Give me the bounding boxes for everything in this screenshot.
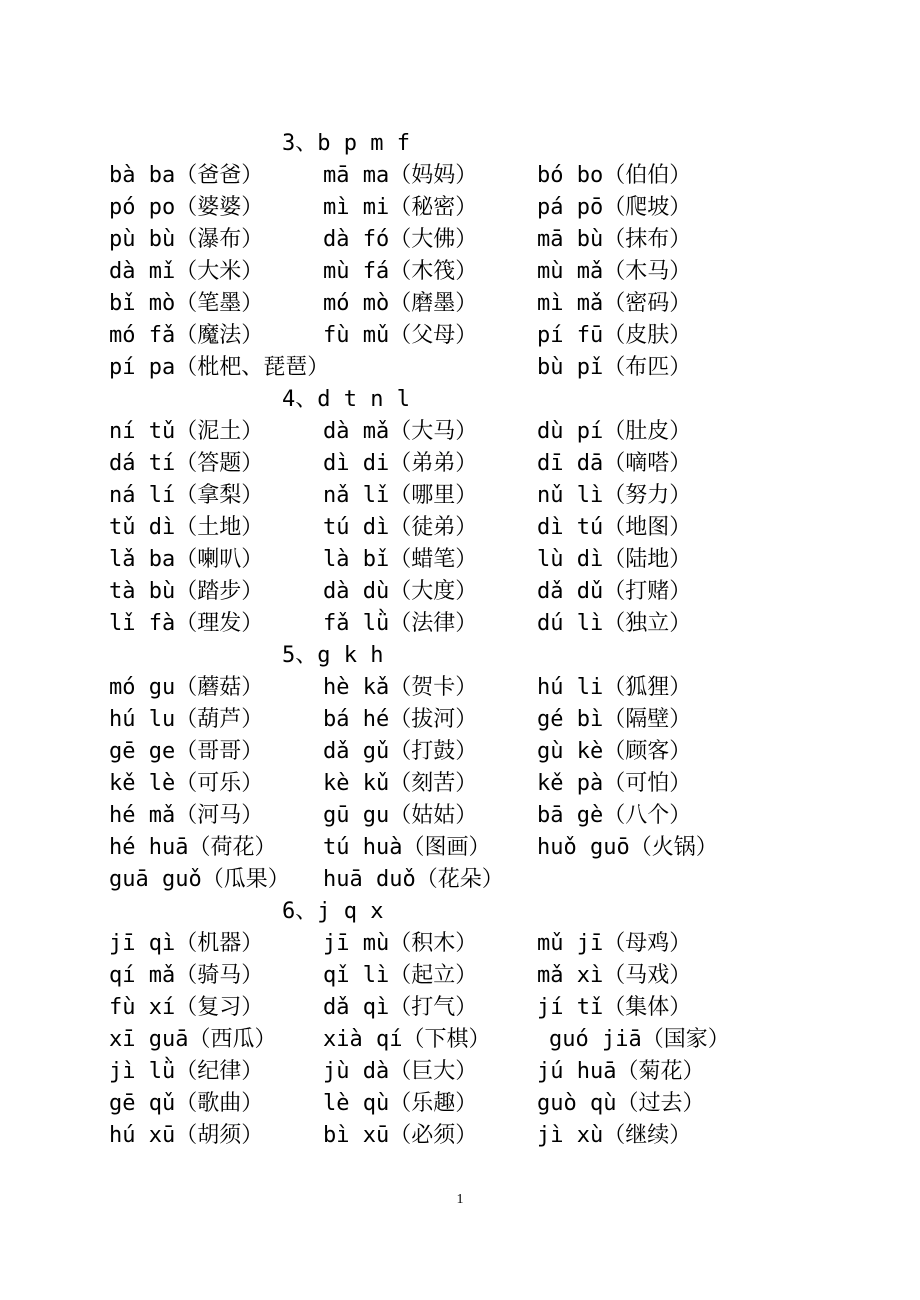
word-entry: pá pō（爬坡） bbox=[537, 195, 692, 220]
word-row bbox=[0, 416, 920, 448]
word-entry: dà dù（大度） bbox=[323, 579, 478, 604]
word-entry: gē qǔ（歌曲） bbox=[109, 1091, 264, 1116]
section-heading: 5、g k h bbox=[282, 643, 384, 668]
word-entry: xià qí（下棋） bbox=[323, 1027, 491, 1052]
word-entry: kě lè（可乐） bbox=[109, 771, 264, 796]
word-row bbox=[0, 1088, 920, 1120]
word-entry: hé mǎ（河马） bbox=[109, 803, 264, 828]
word-entry: tú huà（图画） bbox=[323, 835, 491, 860]
word-entry: mó fǎ（魔法） bbox=[109, 323, 264, 348]
pinyin-document bbox=[0, 128, 920, 1152]
word-entry: dī dā（嘀嗒） bbox=[537, 451, 692, 476]
word-entry: jī mù（积木） bbox=[323, 931, 478, 956]
word-row bbox=[0, 576, 920, 608]
word-row bbox=[0, 704, 920, 736]
word-entry: mā bù（抹布） bbox=[537, 227, 692, 252]
word-entry: lǎ ba（喇叭） bbox=[109, 547, 264, 572]
word-row bbox=[0, 992, 920, 1024]
word-row bbox=[0, 544, 920, 576]
word-row bbox=[0, 192, 920, 224]
word-entry: tǔ dì（土地） bbox=[109, 515, 264, 540]
word-entry: dà mǎ（大马） bbox=[323, 419, 478, 444]
word-row bbox=[0, 1120, 920, 1152]
word-row bbox=[0, 256, 920, 288]
word-entry: ní tǔ（泥土） bbox=[109, 419, 264, 444]
word-entry: guò qù（过去） bbox=[537, 1091, 705, 1116]
word-entry: bā gè（八个） bbox=[537, 803, 692, 828]
word-entry: là bǐ（蜡笔） bbox=[323, 547, 478, 572]
word-entry: dà mǐ（大米） bbox=[109, 259, 264, 284]
word-entry: hú xū（胡须） bbox=[109, 1123, 264, 1148]
word-entry: lù dì（陆地） bbox=[537, 547, 692, 572]
word-entry: pí pa（枇杷、琵琶） bbox=[109, 355, 330, 380]
word-entry: qǐ lì（起立） bbox=[323, 963, 478, 988]
word-entry: gé bì（隔壁） bbox=[537, 707, 692, 732]
word-entry: fù mǔ（父母） bbox=[323, 323, 478, 348]
word-entry: gē ge（哥哥） bbox=[109, 739, 264, 764]
word-row bbox=[0, 800, 920, 832]
word-row bbox=[0, 960, 920, 992]
word-entry: pù bù（瀑布） bbox=[109, 227, 264, 252]
word-entry: bá hé（拔河） bbox=[323, 707, 478, 732]
word-entry: bà ba（爸爸） bbox=[109, 163, 264, 188]
word-entry: dà fó（大佛） bbox=[323, 227, 478, 252]
word-row bbox=[0, 832, 920, 864]
word-row bbox=[0, 1024, 920, 1056]
word-entry: tú dì（徒弟） bbox=[323, 515, 478, 540]
word-entry: mì mi（秘密） bbox=[323, 195, 478, 220]
word-row bbox=[0, 736, 920, 768]
word-entry: dú lì（独立） bbox=[537, 611, 692, 636]
section-heading: 3、b p m f bbox=[282, 131, 410, 156]
word-row bbox=[0, 320, 920, 352]
word-row bbox=[0, 928, 920, 960]
word-entry: nǎ lǐ（哪里） bbox=[323, 483, 478, 508]
word-entry: fù xí（复习） bbox=[109, 995, 264, 1020]
word-entry: bó bo（伯伯） bbox=[537, 163, 692, 188]
word-row bbox=[0, 1056, 920, 1088]
word-entry: tà bù（踏步） bbox=[109, 579, 264, 604]
word-entry: qí mǎ（骑马） bbox=[109, 963, 264, 988]
word-entry: gù kè（顾客） bbox=[537, 739, 692, 764]
word-entry: jì lǜ（纪律） bbox=[109, 1059, 264, 1084]
word-entry: hú lu（葫芦） bbox=[109, 707, 264, 732]
word-entry: mā ma（妈妈） bbox=[323, 163, 478, 188]
word-entry: mù fá（木筏） bbox=[323, 259, 478, 284]
word-entry: guā guǒ（瓜果） bbox=[109, 867, 290, 892]
word-entry: hè kǎ（贺卡） bbox=[323, 675, 478, 700]
section-heading: 4、d t n l bbox=[282, 387, 410, 412]
word-entry: guó jiā（国家） bbox=[549, 1027, 730, 1052]
word-entry: huǒ guō（火锅） bbox=[537, 835, 718, 860]
word-row bbox=[0, 224, 920, 256]
word-entry: dì tú（地图） bbox=[537, 515, 692, 540]
word-row bbox=[0, 864, 920, 896]
word-entry: fǎ lǜ（法律） bbox=[323, 611, 478, 636]
word-entry: jú huā（菊花） bbox=[537, 1059, 705, 1084]
word-entry: mó mò（磨墨） bbox=[323, 291, 478, 316]
word-entry: xī guā（西瓜） bbox=[109, 1027, 277, 1052]
word-entry: mù mǎ（木马） bbox=[537, 259, 692, 284]
word-entry: bù pǐ（布匹） bbox=[537, 355, 692, 380]
word-entry: jù dà（巨大） bbox=[323, 1059, 478, 1084]
word-entry: jì xù（继续） bbox=[537, 1123, 692, 1148]
word-entry: mì mǎ（密码） bbox=[537, 291, 692, 316]
word-entry: hé huā（荷花） bbox=[109, 835, 277, 860]
section-heading: 6、j q x bbox=[282, 899, 384, 924]
word-row bbox=[0, 288, 920, 320]
word-entry: dá tí（答题） bbox=[109, 451, 264, 476]
word-row bbox=[0, 352, 920, 384]
word-row bbox=[0, 512, 920, 544]
word-entry: dù pí（肚皮） bbox=[537, 419, 692, 444]
word-entry: jī qì（机器） bbox=[109, 931, 264, 956]
word-entry: gū gu（姑姑） bbox=[323, 803, 478, 828]
word-entry: bǐ mò（笔墨） bbox=[109, 291, 264, 316]
word-entry: dǎ gǔ（打鼓） bbox=[323, 739, 478, 764]
word-row bbox=[0, 672, 920, 704]
word-entry: dǎ qì（打气） bbox=[323, 995, 478, 1020]
word-entry: lè qù（乐趣） bbox=[323, 1091, 478, 1116]
word-row bbox=[0, 608, 920, 640]
word-entry: mǔ jī（母鸡） bbox=[537, 931, 692, 956]
word-entry: dì di（弟弟） bbox=[323, 451, 478, 476]
word-entry: bì xū（必须） bbox=[323, 1123, 478, 1148]
word-entry: dǎ dǔ（打赌） bbox=[537, 579, 692, 604]
word-entry: ná lí（拿梨） bbox=[109, 483, 264, 508]
word-row bbox=[0, 768, 920, 800]
word-entry: mó gu（蘑菇） bbox=[109, 675, 264, 700]
word-entry: jí tǐ（集体） bbox=[537, 995, 692, 1020]
word-entry: huā duǒ（花朵） bbox=[323, 867, 504, 892]
word-entry: kě pà（可怕） bbox=[537, 771, 692, 796]
word-row bbox=[0, 448, 920, 480]
page-number: 1 bbox=[456, 1192, 464, 1207]
word-entry: hú li（狐狸） bbox=[537, 675, 692, 700]
word-entry: nǔ lì（努力） bbox=[537, 483, 692, 508]
word-entry: pí fū（皮肤） bbox=[537, 323, 692, 348]
word-entry: mǎ xì（马戏） bbox=[537, 963, 692, 988]
word-entry: pó po（婆婆） bbox=[109, 195, 264, 220]
word-entry: kè kǔ（刻苦） bbox=[323, 771, 478, 796]
word-row bbox=[0, 480, 920, 512]
word-entry: lǐ fà（理发） bbox=[109, 611, 264, 636]
word-row bbox=[0, 160, 920, 192]
